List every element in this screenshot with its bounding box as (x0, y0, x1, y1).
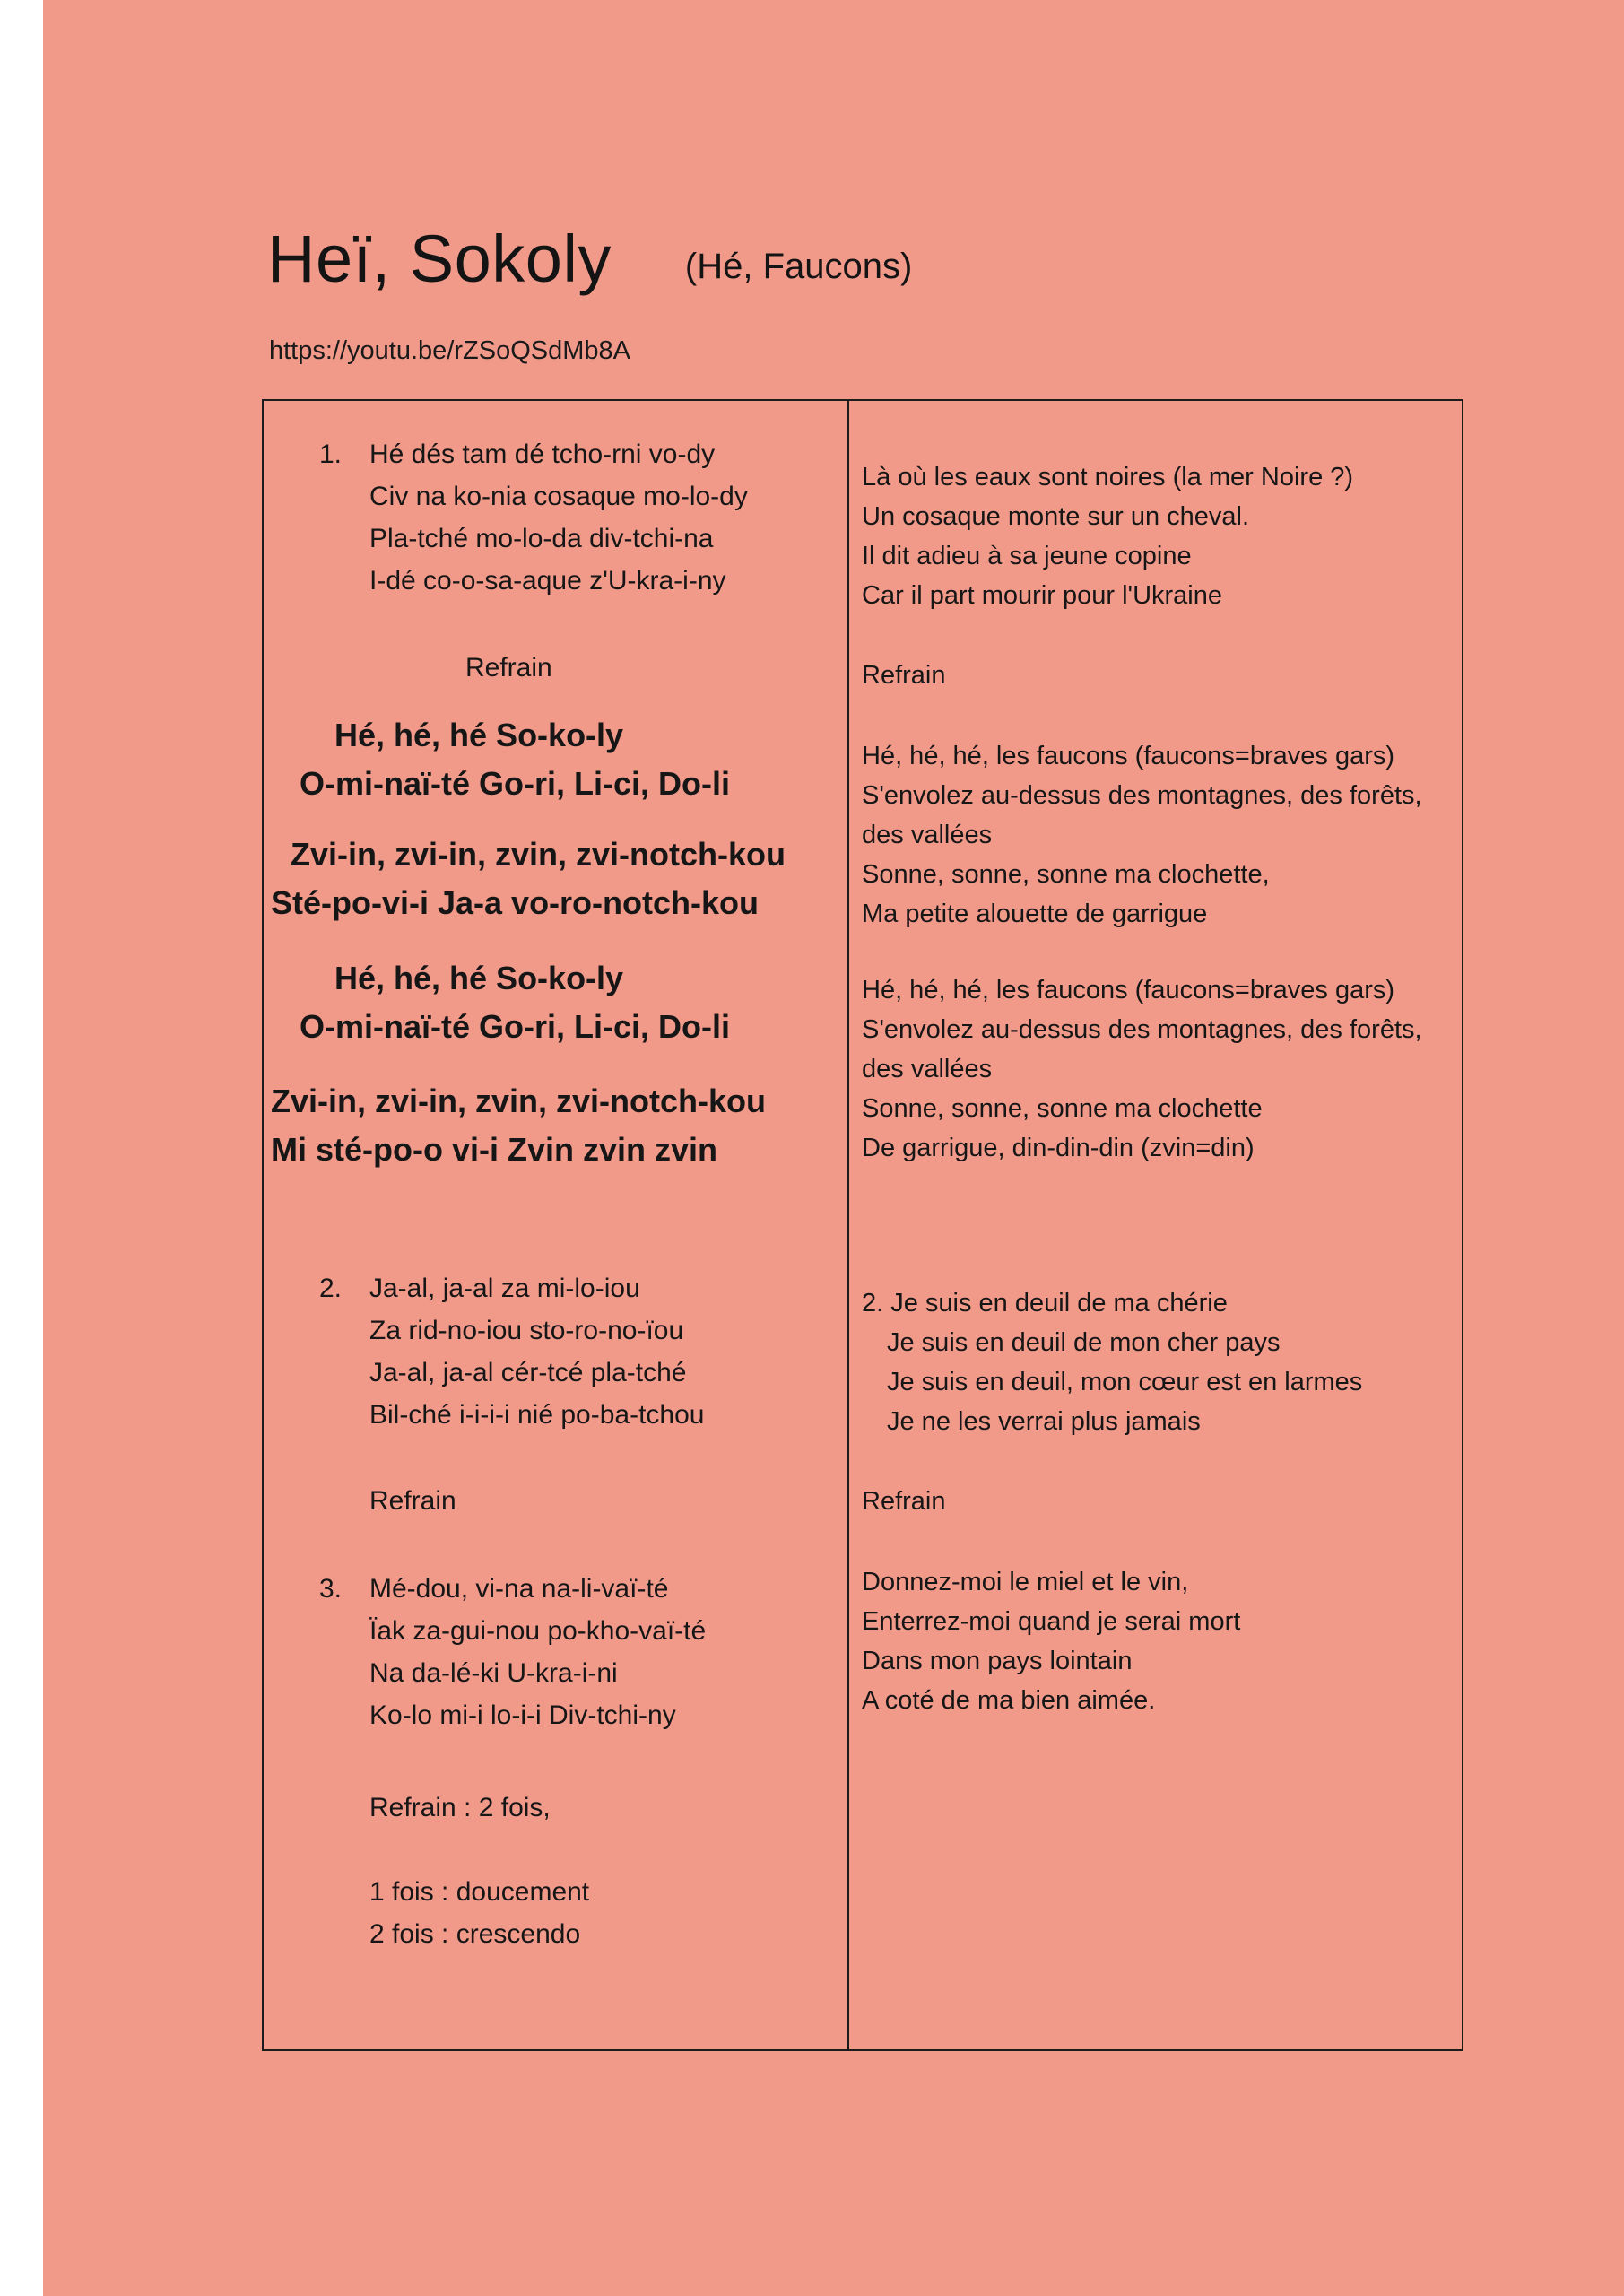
verse1-line: I-dé co-o-sa-aque z'U-kra-i-ny (369, 566, 726, 596)
verse1-line: Civ na ko-nia cosaque mo-lo-dy (369, 482, 748, 511)
translation-verse2-line: Je ne les verrai plus jamais (887, 1407, 1201, 1436)
translation-refrain-label: Refrain (862, 661, 946, 690)
song-title (267, 221, 912, 297)
translation-verse2-line: Je suis en deuil, mon cœur est en larmes (887, 1368, 1363, 1396)
refrain-line: Hé, hé, hé So-ko-ly (334, 717, 624, 753)
verse3-line: Ko-lo mi-i lo-i-i Div-tchi-ny (369, 1700, 676, 1730)
paper-sheet (43, 0, 1624, 2296)
translation-verse1-line: Un cosaque monte sur un cheval. (862, 502, 1250, 531)
verse3-line: Mé-dou, vi-na na-li-vaï-té (369, 1574, 669, 1604)
refrain-label: Refrain (465, 653, 552, 683)
verse2-line: Ja-al, ja-al cér-tcé pla-tché (369, 1358, 687, 1387)
translation-verse3-line: Enterrez-moi quand je serai mort (862, 1607, 1241, 1636)
refrain-line: Zvi-in, zvi-in, zvin, zvi-notch-kou (291, 836, 786, 873)
translation-verse3-line: Donnez-moi le miel et le vin, (862, 1568, 1189, 1596)
translation-refrain-line: S'envolez au-dessus des montagnes, des forêts, (862, 1015, 1422, 1044)
verse2-line: Za rid-no-iou sto-ro-no-ïou (369, 1316, 684, 1345)
verse3-number: 3. (319, 1574, 343, 1604)
translation-refrain-line: Ma petite alouette de garrigue (862, 900, 1208, 928)
translation-refrain-line: Hé, hé, hé, les faucons (faucons=braves gars) (862, 742, 1395, 770)
column-divider (847, 401, 849, 2049)
verse1-number: 1. (319, 439, 343, 469)
refrain-label: Refrain (369, 1486, 456, 1516)
translation-refrain-line: Sonne, sonne, sonne ma clochette, (862, 860, 1270, 889)
performance-note: 1 fois : doucement (369, 1877, 590, 1907)
video-link[interactable]: https://youtu.be/rZSoQSdMb8A (269, 336, 630, 365)
title-translation: (Hé, Faucons) (684, 247, 913, 286)
translation-refrain-label: Refrain (862, 1487, 946, 1516)
refrain-line: O-mi-naï-té Go-ri, Li-ci, Do-li (300, 1008, 730, 1045)
refrain-line: Hé, hé, hé So-ko-ly (334, 960, 624, 996)
verse3-line: Na da-lé-ki U-kra-i-ni (369, 1658, 618, 1688)
translation-verse2-line: 2. Je suis en deuil de ma chérie (862, 1289, 1228, 1318)
verse2-line: Bil-ché i-i-i-i nié po-ba-tchou (369, 1400, 705, 1430)
refrain-line: Zvi-in, zvi-in, zvin, zvi-notch-kou (271, 1083, 767, 1119)
translation-verse3-line: A coté de ma bien aimée. (862, 1686, 1156, 1715)
translation-refrain-line: Sonne, sonne, sonne ma clochette (862, 1094, 1263, 1123)
verse3-line: Ïak za-gui-nou po-kho-vaï-té (369, 1616, 707, 1646)
refrain-repeat-note: Refrain : 2 fois, (369, 1793, 551, 1822)
verse2-line: Ja-al, ja-al za mi-lo-iou (369, 1274, 640, 1303)
translation-refrain-line: S'envolez au-dessus des montagnes, des forêts, (862, 781, 1422, 810)
translation-refrain-line: De garrigue, din-din-din (zvin=din) (862, 1134, 1255, 1162)
translation-refrain-line: des vallées (862, 821, 993, 849)
performance-note: 2 fois : crescendo (369, 1919, 581, 1949)
translation-refrain-line: Hé, hé, hé, les faucons (faucons=braves gars) (862, 976, 1395, 1004)
translation-verse2-line: Je suis en deuil de mon cher pays (887, 1328, 1281, 1357)
lyrics-table (262, 399, 1463, 2051)
refrain-line: O-mi-naï-té Go-ri, Li-ci, Do-li (300, 765, 730, 802)
refrain-line: Mi sté-po-o vi-i Zvin zvin zvin (271, 1131, 718, 1168)
verse1-line: Hé dés tam dé tcho-rni vo-dy (369, 439, 716, 469)
translation-verse3-line: Dans mon pays lointain (862, 1647, 1133, 1675)
translation-verse1-line: Là où les eaux sont noires (la mer Noire ?) (862, 463, 1354, 491)
title-main: Heï, Sokoly (267, 222, 612, 296)
verse1-line: Pla-tché mo-lo-da div-tchi-na (369, 524, 714, 553)
translation-refrain-line: des vallées (862, 1055, 993, 1083)
verse2-number: 2. (319, 1274, 343, 1303)
refrain-line: Sté-po-vi-i Ja-a vo-ro-notch-kou (271, 884, 760, 921)
translation-verse1-line: Il dit adieu à sa jeune copine (862, 542, 1192, 570)
translation-verse1-line: Car il part mourir pour l'Ukraine (862, 581, 1222, 610)
